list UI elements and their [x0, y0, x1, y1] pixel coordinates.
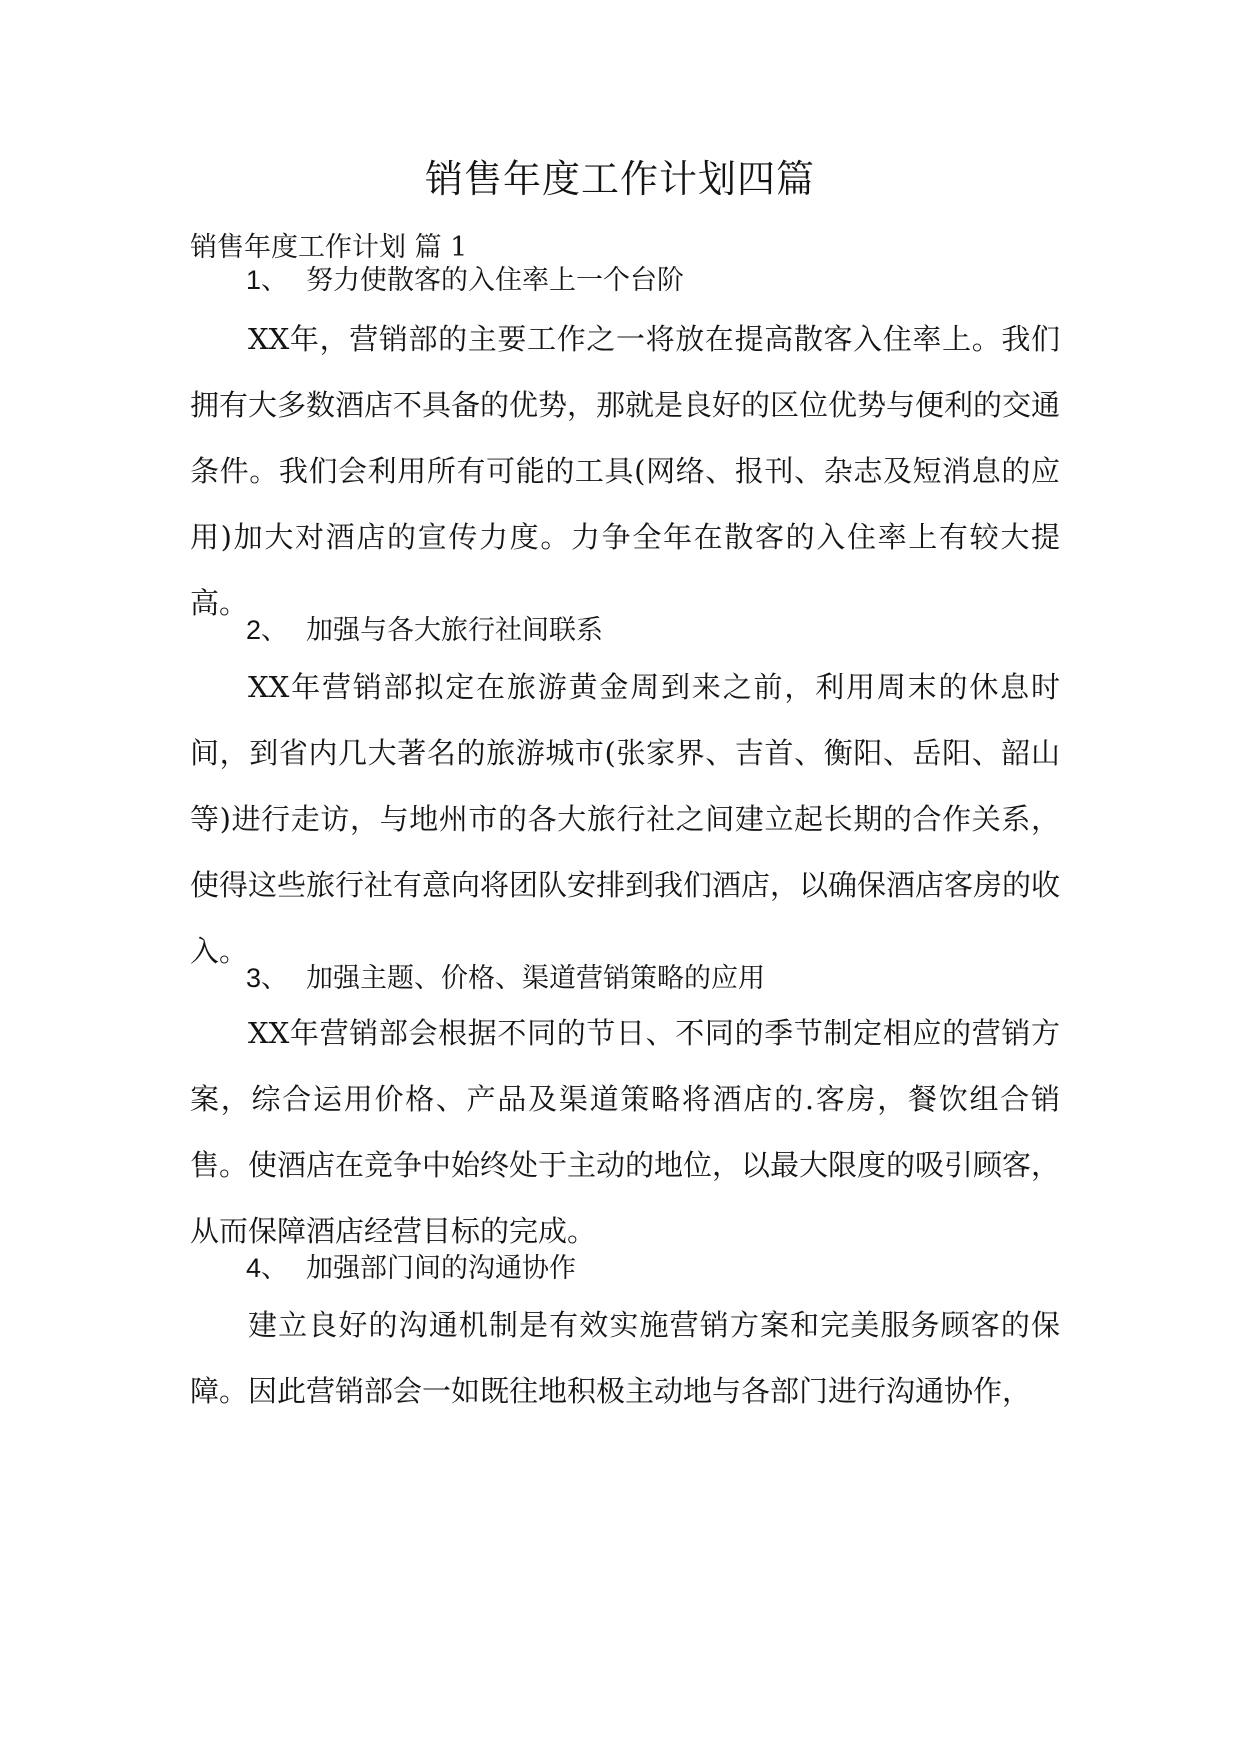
section-3-heading [246, 958, 765, 999]
section-1-heading [246, 260, 684, 301]
section-2-heading [246, 610, 603, 651]
section-1-body: XX年，营销部的主要工作之一将放在提高散客入住率上。我们拥有大多数酒店不具备的优势，那就是良好的区位优势与便利的交通条件。我们会利用所有可能的工具(网络、报刊、杂志及短消息的应用)加大对酒店的宣传力度。力争全年在散客的入住率上有较大提高。 [190, 322, 1061, 620]
section-4-number: 4、 [246, 1253, 289, 1283]
section-3-body: XX年营销部会根据不同的节日、不同的季节制定相应的营销方案，综合运用价格、产品及渠道策略将酒店的.客房，餐饮组合销售。使酒店在竞争中始终处于主动的地位，以最大限度的吸引顾客，从而保障酒店经营目标的完成。 [190, 1016, 1061, 1248]
document-subtitle: 销售年度工作计划 篇 1 [190, 232, 468, 263]
section-3-number: 3、 [246, 963, 289, 993]
document-title: 销售年度工作计划四篇 [424, 157, 815, 201]
section-2-body: XX年营销部拟定在旅游黄金周到来之前，利用周末的休息时间，到省内几大著名的旅游城市(张家界、吉首、衡阳、岳阳、韶山等)进行走访，与地州市的各大旅行社之间建立起长期的合作关系，使得这些旅行社有意向将团队安排到我们酒店，以确保酒店客房的收入。 [190, 670, 1061, 968]
section-2-title: 加强与各大旅行社间联系 [306, 615, 603, 646]
section-1-title: 努力使散客的入住率上一个台阶 [306, 265, 684, 296]
section-4-heading [246, 1248, 576, 1289]
section-2-number: 2、 [246, 615, 289, 645]
section-1-number: 1、 [246, 265, 289, 295]
section-4-body: 建立良好的沟通机制是有效实施营销方案和完美服务顾客的保障。因此营销部会一如既往地积极主动地与各部门进行沟通协作， [190, 1308, 1060, 1408]
section-4-title: 加强部门间的沟通协作 [306, 1253, 576, 1284]
section-3-title: 加强主题、价格、渠道营销策略的应用 [306, 963, 765, 994]
